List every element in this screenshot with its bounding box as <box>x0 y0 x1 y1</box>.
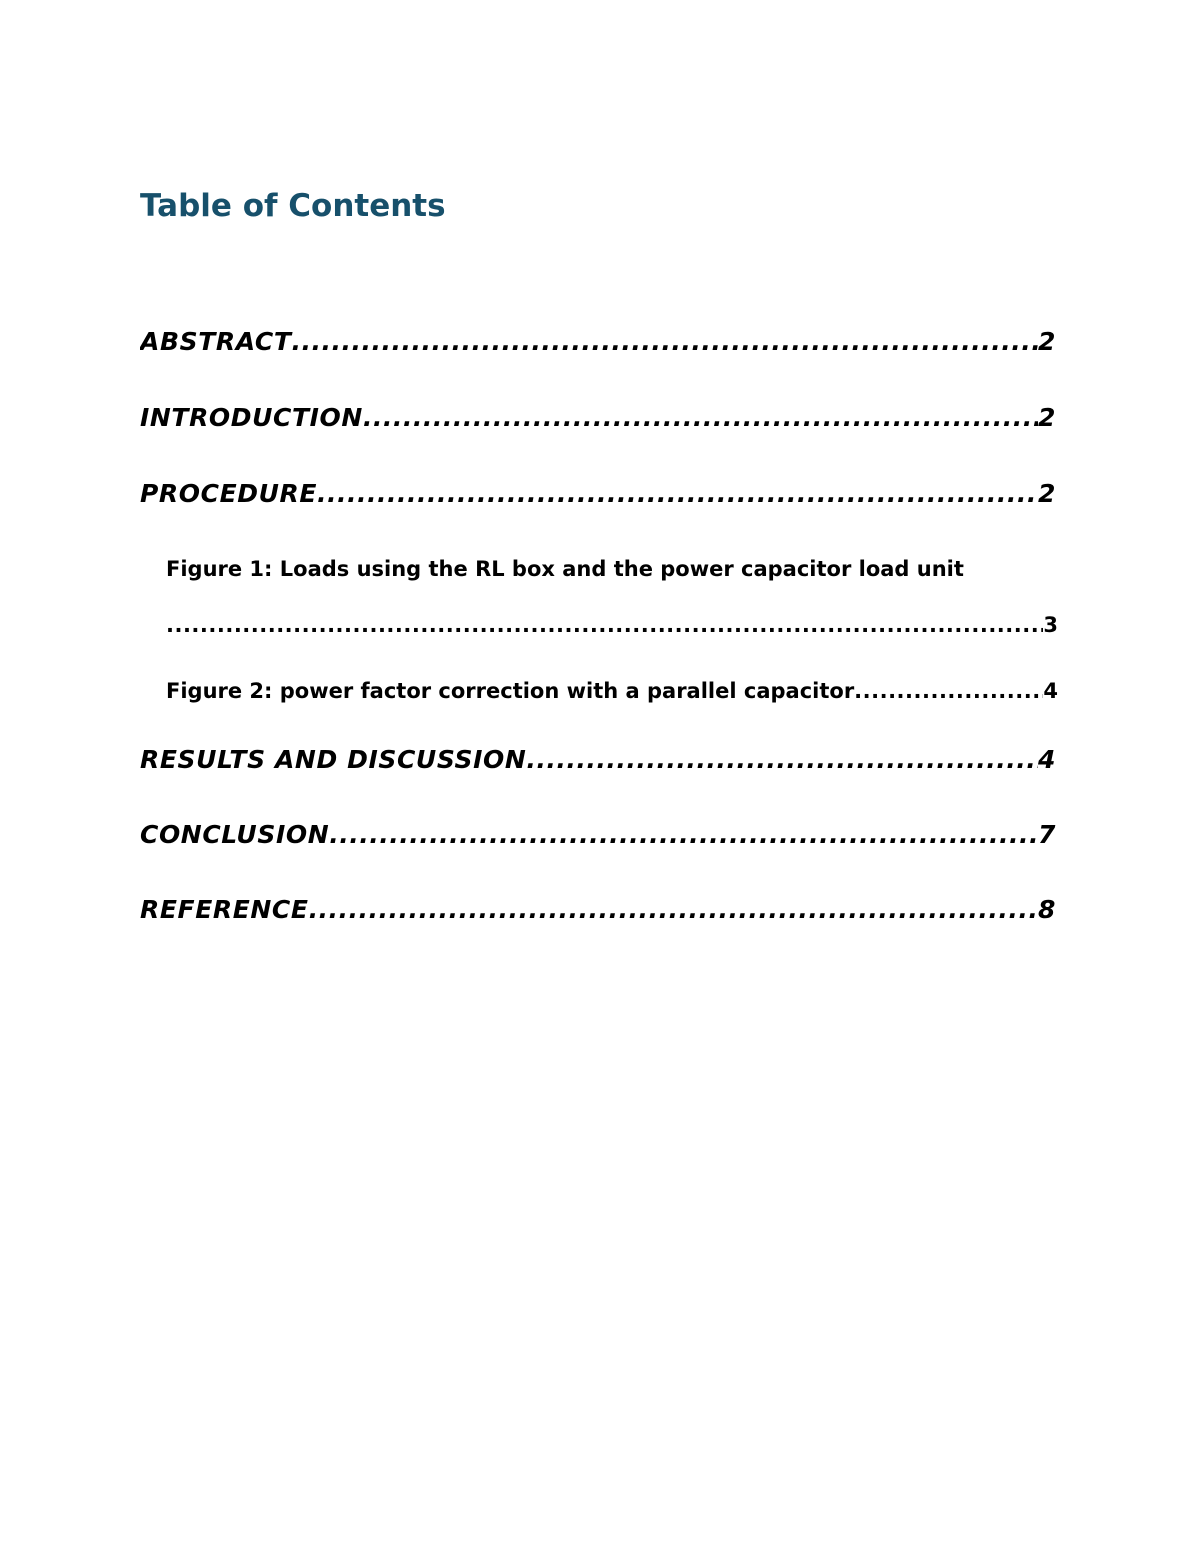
toc-entry-label: PROCEDURE <box>140 479 318 508</box>
toc-leader-dots <box>166 608 1043 642</box>
toc-entry-introduction[interactable] <box>140 398 1056 438</box>
toc-entry-label: Figure 2: power factor correction with a parallel capacitor <box>166 679 855 703</box>
toc-figure-1-leader-line[interactable] <box>166 608 1058 642</box>
toc-figure-1-label[interactable]: Figure 1: Loads using the RL box and the power capacitor load unit <box>166 557 964 581</box>
toc-entry-abstract[interactable] <box>140 322 1056 362</box>
toc-leader-dots <box>329 815 1038 855</box>
toc-page-number: 8 <box>1038 895 1056 924</box>
toc-title: Table of Contents <box>140 188 446 224</box>
toc-page-number: 2 <box>1038 327 1056 356</box>
toc-entry-reference[interactable] <box>140 890 1056 930</box>
toc-entry-label: ABSTRACT <box>140 327 292 356</box>
toc-page-number: 2 <box>1038 403 1056 432</box>
toc-entry-label: INTRODUCTION <box>140 403 363 432</box>
toc-entry-conclusion[interactable] <box>140 815 1056 855</box>
toc-page-number: 3 <box>1043 613 1058 637</box>
toc-page-number: 4 <box>1038 745 1056 774</box>
toc-entry-label: RESULTS AND DISCUSSION <box>140 745 527 774</box>
toc-leader-dots <box>363 398 1038 438</box>
toc-page-number: 2 <box>1038 479 1056 508</box>
toc-leader-dots <box>317 474 1038 514</box>
toc-leader-dots <box>292 322 1039 362</box>
toc-page-number: 4 <box>1043 679 1058 703</box>
toc-entry-results-and-discussion[interactable] <box>140 740 1056 780</box>
toc-entry-procedure[interactable] <box>140 474 1056 514</box>
toc-leader-dots <box>526 740 1038 780</box>
toc-leader-dots <box>854 674 1043 708</box>
toc-entry-label: CONCLUSION <box>140 820 330 849</box>
toc-entry-label: REFERENCE <box>140 895 309 924</box>
toc-figure-2[interactable] <box>166 674 1058 708</box>
toc-page-number: 7 <box>1038 820 1056 849</box>
toc-leader-dots <box>309 890 1038 930</box>
